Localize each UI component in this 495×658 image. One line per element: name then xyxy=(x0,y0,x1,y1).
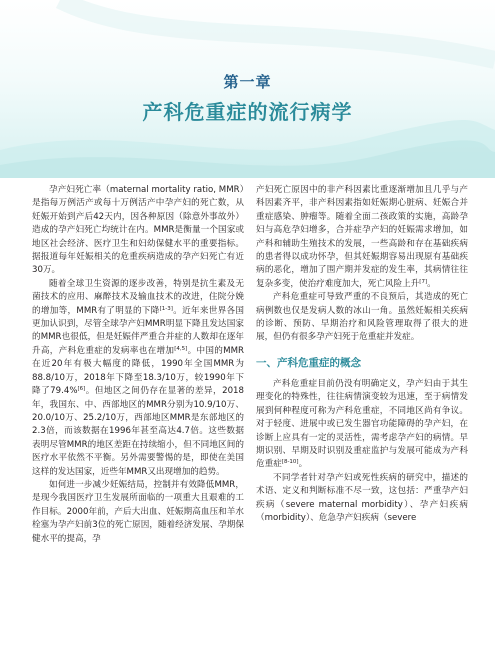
reference-marker: [4,5] xyxy=(174,345,188,352)
chapter-number: 第一章 xyxy=(223,73,272,91)
chapter-title: 产科危重症的流行病学 xyxy=(142,100,353,124)
paragraph: 孕产妇死亡率（maternal mortality ratio, MMR）是指每万例活产或每十万例活产中孕产妇的死亡数，从妊娠开始到产后42天内，因各种原因（除意外事故外）造成的孕产妇死亡均统计在内。MMR是衡量一个国家或地区社会经济、医疗卫生和妇幼保健水平的重要指标。据报道每年妊娠相关的危重疾病造成的孕产妇死亡有近30万。 xyxy=(32,185,244,276)
reference-marker: [1-3] xyxy=(159,305,173,312)
right-column xyxy=(256,184,468,525)
reference-marker: [6] xyxy=(77,386,86,393)
paragraph: 产妇死亡原因中的非产科因素比重逐渐增加且几乎与产科因素齐平，非产科因素指如妊娠期心脏病、妊娠合并重症感染、肿瘤等。随着全面二孩政策的实施，高龄孕妇与高危孕妇增多，合并症孕产妇的妊娠需求增加，如产科和辅助生殖技术的发展，一些高龄和存在基础疾病的患者得以成功怀孕，但其妊娠期容易出现原有基础疾病的恶化，增加了围产期并发症的发生率，其病情往往复杂多变，使治疗难度加大，死亡风险上升[7]。 xyxy=(256,185,468,289)
section-heading: 一、产科危重症的概念 xyxy=(256,356,361,369)
reference-marker: [7] xyxy=(419,278,428,285)
paragraph: 不同学者针对孕产妇或死性疾病的研究中，描述的术语、定义和判断标准不尽一致，这包括：严重孕产妇疾病（severe maternal morbidity）、孕产妇疾病（morbidity）、危急孕产妇疾病（severe xyxy=(256,472,468,523)
paragraph: 随着全球卫生资源的逐步改善，特别是抗生素及无菌技术的应用、麻醉技术及输血技术的改进，住院分娩的增加等，MMR有了明显的下降[1-3]。近年来世界各国更加认识到，尽管全球孕产妇MMR明显下降且发达国家的MMR也很低，但是妊娠伴严重合并症的人数却在逐年升高，产科危重症的发病率也在增加[4,5]。中国的MMR在近20年有极大幅度的降低，1990年全国MMR为88.8/10万，2018年下降至18.3/10万，较1990年下降了79.4%[6]。但地区之间仍存在显著的差异，2018年，我国东、中、西部地区的MMR分别为10.9/10万、20.0/10万、25.2/10万，西部地区MMR是东部地区的2.3倍，而该数据在1996年甚至高达4.7倍。这些数据表明尽管MMR的地区差距在持续缩小，但不同地区间的医疗水平依然不平衡。另外需要警惕的是，即使在美国这样的发达国家，近些年MMR又出现增加的趋势。 xyxy=(32,278,244,477)
paragraph: 产科危重症目前仍没有明确定义，孕产妇由于其生理变化的特殊性，往往病情演变较为迅速，至于病情发展到何种程度可称为产科危重症，不同地区尚有争议。对于轻度、进展中或已发生器官功能障碍的孕产妇，在诊断上应具有一定的灵活性，需考虑孕产妇的病情。早期识别、早期及时识别及重症监护与发展可能成为产科危重症[8-10]。 xyxy=(256,378,468,470)
paragraph: 如何进一步减少妊娠结局，控制并有效降低MMR，是现今我国医疗卫生发展所面临的一项重大且艰难的工作目标。2000年前，产后大出血、妊娠期高血压和羊水栓塞为孕产妇前3位的死亡原因，随着经济发展、孕期保健水平的提高，孕 xyxy=(32,479,244,544)
chapter-header-band xyxy=(0,0,495,178)
reference-marker: [8-10] xyxy=(281,459,299,466)
left-column xyxy=(32,184,244,546)
paragraph: 产科危重症可导致严重的不良预后，其造成的死亡病例数也仅是发病人数的冰山一角。虽然妊娠相关疾病的诊断、预防、早期治疗和风险管理取得了很大的进展，但仍有很多孕产妇死于危重症并发症。 xyxy=(256,292,468,343)
